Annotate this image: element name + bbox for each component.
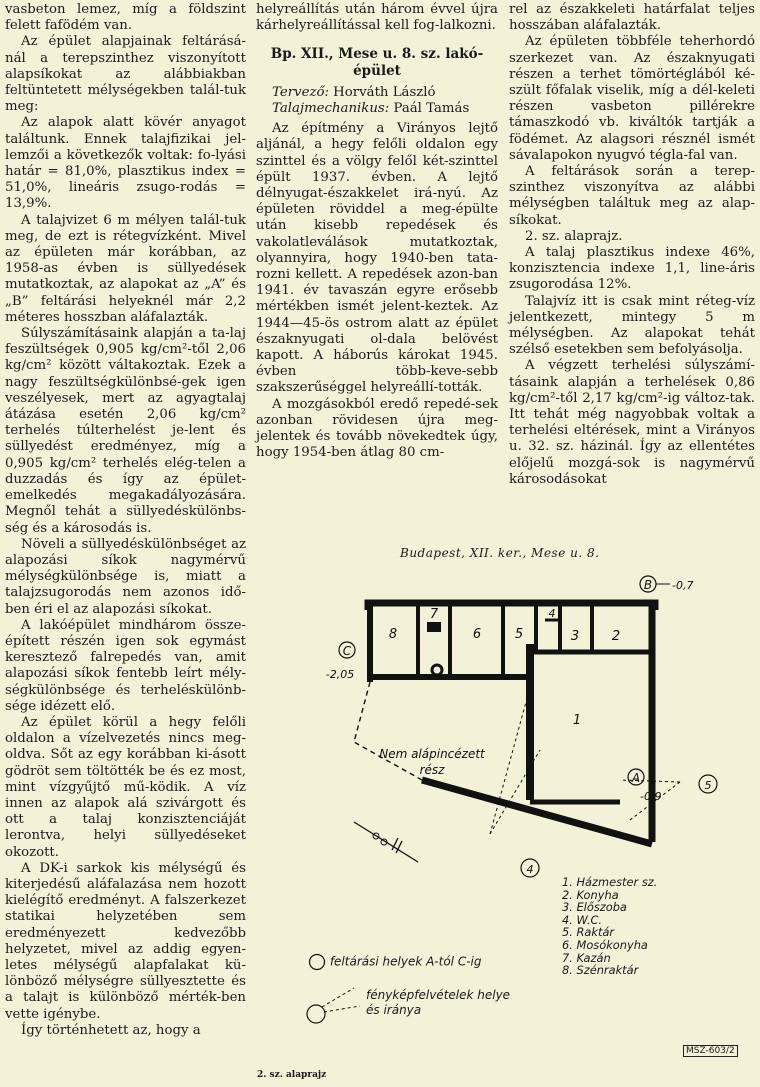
circle-icon [308,953,326,971]
paragraph: rel az északkeleti határfalat teljes hosszában aláfalazták. [509,2,755,34]
room-label: 2 [611,629,621,644]
soil-name: Paál Tamás [393,101,470,117]
room-label: 7 [429,607,439,622]
legend-item: 5. Raktár [562,925,615,940]
paragraph: 2. sz. alaprajz. [525,228,623,244]
marker-letter-b: B [643,578,653,592]
paragraph: Az alapok alatt kövér anyagot találtunk. Ennek talajfizikai jel-lemzői a következők voltak: fo-lyási határ = 81,0%, plasztikus index = 51,0%, lineáris zsugo-rodás = 13,9%. [5,115,246,212]
legend-item: 7. Kazán [562,950,611,965]
legend-item: 4. W.C. [562,912,603,927]
drawing-stamp: MSZ-603/2 [683,1045,738,1057]
legend-item: 3. Előszoba [562,900,627,915]
room-label: 3 [570,629,580,644]
key-photo-line: és iránya [366,1003,422,1017]
photo-point-label: 5 [704,779,712,792]
key-photo-line: fényképfelvételek helye [366,988,511,1002]
kazan-block [427,622,441,632]
text-column-1 [5,2,246,1039]
chimney [432,665,442,675]
room-label: 5 [514,627,524,642]
paragraph: Talajvíz itt is csak mint réteg-víz jelentkezett, mintegy 5 m mélységben. Az alapokat tehát szélső esetekben sem befolyásolja. [509,293,755,358]
key-photo-text [366,988,510,1018]
paragraph: Az épületen többféle teherhordó szerkezet van. Az északnyugati részen a terhet tömörtéglából ké-szült főfalak viselik, míg a dél-keleti részen vasbeton pillérekre támaszkodó vb. kiváltók tartják a födémet. Az alagsori résznél ismét sávalapokon nyugvó tégla-fal van. [509,34,755,163]
legend-item: 6. Mosókonyha [562,937,648,952]
marker-depth-a: -0,9 [640,790,662,803]
paragraph: Az építmény a Virányos lejtő aljánál, a hegy felőli oldalon egy szinttel és a völgy felől két-szinttel épült 1937. évben. A lejtő délnyugat-északkelet irá-nyú. Az épületen röviddel a meg-épülte után kisebb repedések és vakolatleválások mutatkoztak, olyannyira, hogy 1940-ben tata-rozni kellett. A repedések azon-ban 1941. év tavaszán egyre erősebb mértékben ismét jelent-keztek. Az 1944—45-ös ostrom alatt az épület északnyugati ol-dala belövést kapott. A háborús károkat 1945. évben több-keve-sebb szakszerűséggel helyreállí-tották. [256,121,498,396]
unexcavated-boundary [354,682,422,780]
key-circle-text: feltárási helyek A-tól C-ig [329,954,482,969]
photo-direction-icon [302,984,364,1030]
paragraph: A végzett terhelési súlyszámí-tásaink alapján a terhelések 0,86 kg/cm²-től 2,17 kg/cm²-ig változ-tak. Itt tehát még nagyobbak voltak a terhelési eltérések, mint a Virányos u. 32. sz. házinál. Így az ellentétes előjelű mozgá-sok is nagymérvű károsodásokat [509,358,755,487]
paragraph: Súlyszámításaink alapján a ta-laj feszültségek 0,905 kg/cm²-től 2,06 kg/cm² között váltakoztak. Ezek a nagy feszültségkülönbsé-gek igen veszélyesek, mert az agyagtalaj átázása esetén 2,06 kg/cm² terhelés túlterhelést je-lent és süllyedést eredményez, míg a 0,905 kg/cm² terhelés elég-telen a duzzadás és így az épület-emelkedés megakadályozására. Megnől tehát a süllyedéskülönbs-ség és a károsodás is. [5,326,246,536]
paragraph: Növeli a süllyedéskülönbséget az alapozási síkok nagymérvű mélységkülönbsége is, miatt a talajzsugorodás nem azonos idő-ben éri el az alapozási síkokat. [5,536,246,617]
plan-title: Budapest, XII. ker., Mese u. 8. [400,546,600,560]
room-label: 6 [472,627,482,642]
soil-credit [256,101,498,117]
designer-credit [256,85,498,101]
south-wall [422,780,652,844]
marker-letter-c: C [342,644,352,658]
marker-depth-c: -2,05 [325,668,355,681]
north-wall [368,603,655,610]
legend-item: 1. Házmester sz. [562,875,658,889]
unexcavated-label: rész [419,763,445,777]
designer-label: Tervező: [272,84,329,100]
paragraph: Az épület alapjainak feltárásá-nál a terepszinthez viszonyított alapsíkokat az alábbiakban feltüntetett mélységekben talál-tuk meg: [5,34,246,115]
floor-plan [290,570,750,900]
paragraph: vasbeton lemez, míg a földszint felett fafödém van. [5,2,246,34]
text-column-2 [256,2,498,461]
unexcavated-label: Nem alápincézett [379,747,485,761]
soil-label: Talajmechanikus: [272,101,390,117]
paragraph: helyreállítás után három évvel újra kárhelyreállítással kell fog-lalkozni. [256,2,498,34]
north-arrow [354,822,418,862]
legend-item: 2. Konyha [562,887,619,902]
marker-depth-b: -0,7 [672,579,694,592]
paragraph: A DK-i sarkok kis mélységű és kiterjedésű aláfalazása nem hozott kielégítő eredményt. A falszerkezet statikai helyzetében sem eredményezett kedvezőbb helyzetet, mivel az addig egyen-letes mélységű alapfalakat kü-lönböző mélységre süllyesztette és a talajt is különböző mérték-ben vette igénybe. [5,860,246,1022]
paragraph: A talaj plasztikus indexe 46%, konzisztencia indexe 1,1, line-áris zsugorodása 12%. [509,245,755,293]
paragraph: Az épület körül a hegy felőli oldalon a vízelvezetés nincs meg-oldva. Sőt az egy korábban ki-ásott gödröt sem töltötték be és ez most, mint vízgyűjtő mű-ködik. A víz innen az alapok alá szivárgott és ott a talaj konzisztenciáját lerontva, helyi süllyedéseket okozott. [5,714,246,860]
paragraph: A feltárások során a terep-szinthez viszonyítva az alábbi mélységben találtuk meg az alap-síkokat. [509,164,755,228]
text-column-3 [509,2,755,488]
figure-caption: 2. sz. alaprajz [257,1070,327,1080]
marker-letter-a: A [631,771,641,785]
paragraph: A lakóépület mindhárom össze-épített részén igen sok egymást keresztező falrepedés van, amit alapozási síkok fentebb leírt mély-ségkülönbsége és terheléskülönb-sége idézett elő. [5,617,246,714]
paragraph: A talajvizet 6 m mélyen talál-tuk meg, de ezt is rétegvízként. Mivel az épületen már korábban, az 1958-as évben is süllyedések mutatkoztak, az alapokat az „A” és „B” feltárási helyeknél már 2,2 méteres hosszban aláfalazták. [5,212,246,325]
plan-legend [562,876,657,977]
photo-point-label: 4 [526,863,534,876]
room-label: 1 [572,713,582,728]
legend-item: 8. Szénraktár [562,963,639,978]
paragraph: Így történhetett az, hogy a [21,1022,201,1038]
paragraph: A mozgásokból eredő repedé-sek azonban rövidesen újra meg-jelentek és tovább növekedtek úgy, hogy 1954-ben átlag 80 cm- [256,396,498,461]
room-label: 8 [388,627,398,642]
key-circle-row [308,953,481,971]
section-heading: Bp. XII., Mese u. 8. sz. lakó-épület [270,46,484,79]
designer-name: Horváth László [333,84,436,100]
room-label: 4 [548,607,556,620]
